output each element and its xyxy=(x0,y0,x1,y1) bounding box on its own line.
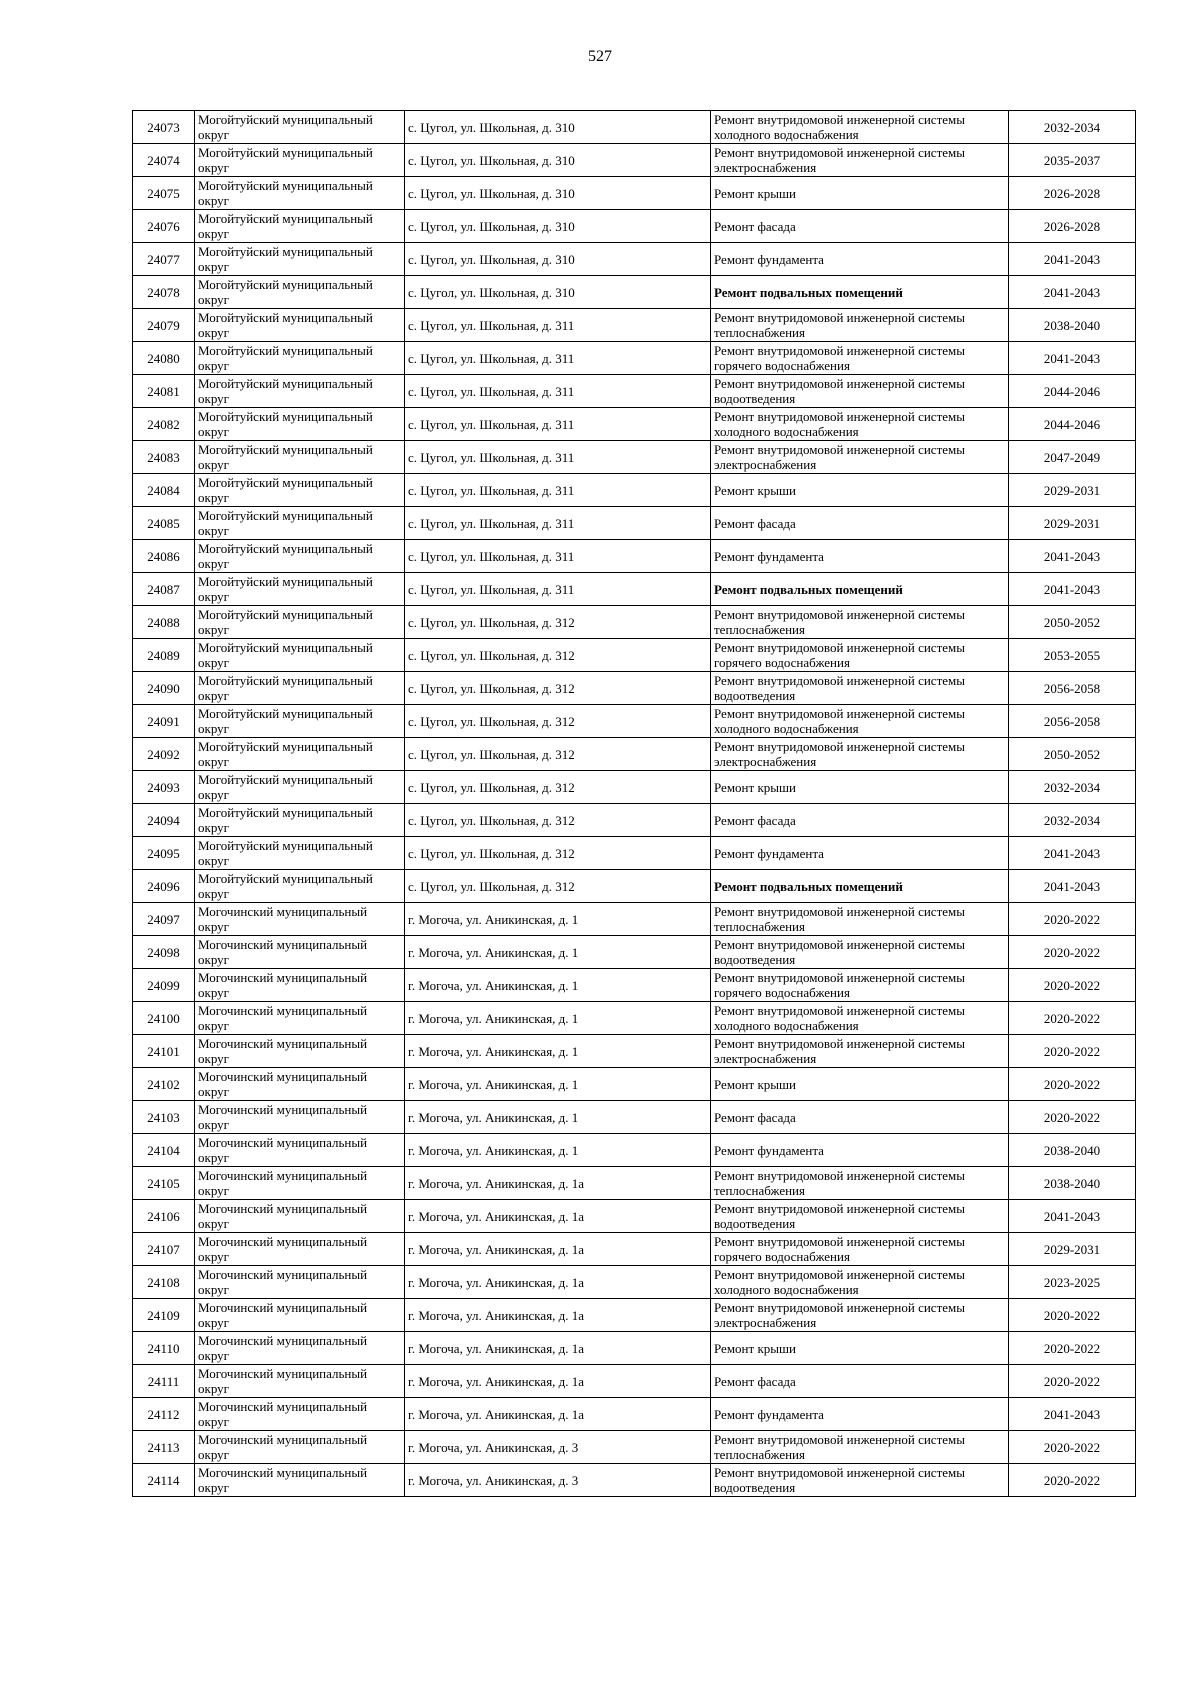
table-row xyxy=(133,903,1136,936)
address-cell: с. Цугол, ул. Школьная, д. 312 xyxy=(405,672,711,705)
period-cell: 2041-2043 xyxy=(1009,1200,1136,1233)
address-cell: с. Цугол, ул. Школьная, д. 310 xyxy=(405,111,711,144)
table-row xyxy=(133,408,1136,441)
address-cell: с. Цугол, ул. Школьная, д. 312 xyxy=(405,705,711,738)
work-type-cell: Ремонт фундамента xyxy=(711,837,1009,870)
district-cell: Могойтуйский муниципальный округ xyxy=(195,342,405,375)
period-cell: 2020-2022 xyxy=(1009,1002,1136,1035)
work-type-cell: Ремонт внутридомовой инженерной системы холодного водоснабжения xyxy=(711,408,1009,441)
period-cell: 2020-2022 xyxy=(1009,1431,1136,1464)
period-cell: 2056-2058 xyxy=(1009,705,1136,738)
row-number-cell: 24102 xyxy=(133,1068,195,1101)
district-cell: Могойтуйский муниципальный округ xyxy=(195,540,405,573)
period-cell: 2038-2040 xyxy=(1009,1134,1136,1167)
district-cell: Могойтуйский муниципальный округ xyxy=(195,276,405,309)
district-cell: Могойтуйский муниципальный округ xyxy=(195,870,405,903)
address-cell: с. Цугол, ул. Школьная, д. 312 xyxy=(405,639,711,672)
address-cell: с. Цугол, ул. Школьная, д. 311 xyxy=(405,573,711,606)
table-row xyxy=(133,870,1136,903)
address-cell: г. Могоча, ул. Аникинская, д. 1 xyxy=(405,903,711,936)
district-cell: Могойтуйский муниципальный округ xyxy=(195,177,405,210)
table-row xyxy=(133,1398,1136,1431)
period-cell: 2041-2043 xyxy=(1009,276,1136,309)
work-type-cell: Ремонт внутридомовой инженерной системы холодного водоснабжения xyxy=(711,1002,1009,1035)
address-cell: с. Цугол, ул. Школьная, д. 311 xyxy=(405,309,711,342)
address-cell: с. Цугол, ул. Школьная, д. 311 xyxy=(405,375,711,408)
page-number: 527 xyxy=(588,48,612,65)
address-cell: г. Могоча, ул. Аникинская, д. 1а xyxy=(405,1332,711,1365)
period-cell: 2035-2037 xyxy=(1009,144,1136,177)
row-number-cell: 24113 xyxy=(133,1431,195,1464)
district-cell: Могойтуйский муниципальный округ xyxy=(195,111,405,144)
work-type-cell: Ремонт фундамента xyxy=(711,1134,1009,1167)
work-type-cell: Ремонт фасада xyxy=(711,210,1009,243)
row-number-cell: 24095 xyxy=(133,837,195,870)
table-row xyxy=(133,705,1136,738)
work-type-cell: Ремонт фасада xyxy=(711,507,1009,540)
district-cell: Могойтуйский муниципальный округ xyxy=(195,507,405,540)
district-cell: Могойтуйский муниципальный округ xyxy=(195,771,405,804)
table-row xyxy=(133,1299,1136,1332)
address-cell: г. Могоча, ул. Аникинская, д. 1а xyxy=(405,1200,711,1233)
row-number-cell: 24106 xyxy=(133,1200,195,1233)
district-cell: Могочинский муниципальный округ xyxy=(195,1365,405,1398)
work-type-cell: Ремонт подвальных помещений xyxy=(711,276,1009,309)
row-number-cell: 24083 xyxy=(133,441,195,474)
table-row xyxy=(133,639,1136,672)
district-cell: Могойтуйский муниципальный округ xyxy=(195,375,405,408)
row-number-cell: 24089 xyxy=(133,639,195,672)
work-type-cell: Ремонт внутридомовой инженерной системы горячего водоснабжения xyxy=(711,969,1009,1002)
row-number-cell: 24091 xyxy=(133,705,195,738)
period-cell: 2041-2043 xyxy=(1009,540,1136,573)
period-cell: 2050-2052 xyxy=(1009,738,1136,771)
table-row xyxy=(133,1101,1136,1134)
district-cell: Могочинский муниципальный округ xyxy=(195,1101,405,1134)
address-cell: г. Могоча, ул. Аникинская, д. 1а xyxy=(405,1233,711,1266)
period-cell: 2029-2031 xyxy=(1009,1233,1136,1266)
row-number-cell: 24092 xyxy=(133,738,195,771)
period-cell: 2056-2058 xyxy=(1009,672,1136,705)
district-cell: Могойтуйский муниципальный округ xyxy=(195,408,405,441)
row-number-cell: 24109 xyxy=(133,1299,195,1332)
table-row xyxy=(133,177,1136,210)
address-cell: г. Могоча, ул. Аникинская, д. 1а xyxy=(405,1398,711,1431)
address-cell: г. Могоча, ул. Аникинская, д. 1 xyxy=(405,1002,711,1035)
district-cell: Могочинский муниципальный округ xyxy=(195,1200,405,1233)
period-cell: 2053-2055 xyxy=(1009,639,1136,672)
table-row xyxy=(133,969,1136,1002)
address-cell: с. Цугол, ул. Школьная, д. 312 xyxy=(405,606,711,639)
table-row xyxy=(133,804,1136,837)
period-cell: 2020-2022 xyxy=(1009,1365,1136,1398)
row-number-cell: 24082 xyxy=(133,408,195,441)
row-number-cell: 24081 xyxy=(133,375,195,408)
table-row xyxy=(133,1068,1136,1101)
address-cell: г. Могоча, ул. Аникинская, д. 1а xyxy=(405,1365,711,1398)
period-cell: 2041-2043 xyxy=(1009,342,1136,375)
row-number-cell: 24079 xyxy=(133,309,195,342)
district-cell: Могочинский муниципальный округ xyxy=(195,1134,405,1167)
table-row xyxy=(133,1332,1136,1365)
period-cell: 2041-2043 xyxy=(1009,837,1136,870)
district-cell: Могочинский муниципальный округ xyxy=(195,1299,405,1332)
period-cell: 2020-2022 xyxy=(1009,969,1136,1002)
work-type-cell: Ремонт фундамента xyxy=(711,540,1009,573)
work-type-cell: Ремонт подвальных помещений xyxy=(711,573,1009,606)
district-cell: Могойтуйский муниципальный округ xyxy=(195,738,405,771)
district-cell: Могочинский муниципальный округ xyxy=(195,903,405,936)
address-cell: с. Цугол, ул. Школьная, д. 311 xyxy=(405,441,711,474)
work-type-cell: Ремонт фундамента xyxy=(711,243,1009,276)
work-type-cell: Ремонт внутридомовой инженерной системы водоотведения xyxy=(711,375,1009,408)
district-cell: Могойтуйский муниципальный округ xyxy=(195,705,405,738)
period-cell: 2041-2043 xyxy=(1009,243,1136,276)
work-type-cell: Ремонт подвальных помещений xyxy=(711,870,1009,903)
row-number-cell: 24087 xyxy=(133,573,195,606)
address-cell: с. Цугол, ул. Школьная, д. 311 xyxy=(405,540,711,573)
work-type-cell: Ремонт крыши xyxy=(711,771,1009,804)
address-cell: с. Цугол, ул. Школьная, д. 311 xyxy=(405,474,711,507)
period-cell: 2020-2022 xyxy=(1009,1464,1136,1497)
table-body xyxy=(133,111,1136,1497)
district-cell: Могойтуйский муниципальный округ xyxy=(195,606,405,639)
period-cell: 2020-2022 xyxy=(1009,1101,1136,1134)
row-number-cell: 24114 xyxy=(133,1464,195,1497)
address-cell: г. Могоча, ул. Аникинская, д. 3 xyxy=(405,1464,711,1497)
row-number-cell: 24107 xyxy=(133,1233,195,1266)
address-cell: с. Цугол, ул. Школьная, д. 310 xyxy=(405,144,711,177)
address-cell: г. Могоча, ул. Аникинская, д. 1 xyxy=(405,1035,711,1068)
work-type-cell: Ремонт внутридомовой инженерной системы холодного водоснабжения xyxy=(711,111,1009,144)
row-number-cell: 24099 xyxy=(133,969,195,1002)
row-number-cell: 24098 xyxy=(133,936,195,969)
district-cell: Могойтуйский муниципальный округ xyxy=(195,573,405,606)
table-row xyxy=(133,1365,1136,1398)
table-row xyxy=(133,243,1136,276)
address-cell: г. Могоча, ул. Аникинская, д. 1а xyxy=(405,1266,711,1299)
district-cell: Могочинский муниципальный округ xyxy=(195,1233,405,1266)
district-cell: Могочинский муниципальный округ xyxy=(195,1035,405,1068)
table-row xyxy=(133,672,1136,705)
address-cell: с. Цугол, ул. Школьная, д. 311 xyxy=(405,342,711,375)
period-cell: 2041-2043 xyxy=(1009,870,1136,903)
period-cell: 2050-2052 xyxy=(1009,606,1136,639)
address-cell: с. Цугол, ул. Школьная, д. 310 xyxy=(405,210,711,243)
row-number-cell: 24090 xyxy=(133,672,195,705)
period-cell: 2041-2043 xyxy=(1009,573,1136,606)
table-row xyxy=(133,111,1136,144)
period-cell: 2026-2028 xyxy=(1009,210,1136,243)
row-number-cell: 24093 xyxy=(133,771,195,804)
table-row xyxy=(133,1002,1136,1035)
address-cell: г. Могоча, ул. Аникинская, д. 1 xyxy=(405,936,711,969)
work-type-cell: Ремонт фасада xyxy=(711,1365,1009,1398)
repair-schedule-table xyxy=(132,110,1136,1497)
period-cell: 2029-2031 xyxy=(1009,474,1136,507)
district-cell: Могочинский муниципальный округ xyxy=(195,1266,405,1299)
period-cell: 2044-2046 xyxy=(1009,408,1136,441)
period-cell: 2038-2040 xyxy=(1009,1167,1136,1200)
work-type-cell: Ремонт крыши xyxy=(711,474,1009,507)
period-cell: 2020-2022 xyxy=(1009,1332,1136,1365)
table-row xyxy=(133,210,1136,243)
district-cell: Могочинский муниципальный округ xyxy=(195,1002,405,1035)
work-type-cell: Ремонт крыши xyxy=(711,1068,1009,1101)
work-type-cell: Ремонт внутридомовой инженерной системы водоотведения xyxy=(711,1464,1009,1497)
row-number-cell: 24097 xyxy=(133,903,195,936)
district-cell: Могойтуйский муниципальный округ xyxy=(195,210,405,243)
row-number-cell: 24111 xyxy=(133,1365,195,1398)
table-row xyxy=(133,144,1136,177)
work-type-cell: Ремонт фундамента xyxy=(711,1398,1009,1431)
work-type-cell: Ремонт внутридомовой инженерной системы теплоснабжения xyxy=(711,903,1009,936)
period-cell: 2020-2022 xyxy=(1009,903,1136,936)
table-row xyxy=(133,1464,1136,1497)
row-number-cell: 24084 xyxy=(133,474,195,507)
period-cell: 2023-2025 xyxy=(1009,1266,1136,1299)
district-cell: Могойтуйский муниципальный округ xyxy=(195,639,405,672)
district-cell: Могочинский муниципальный округ xyxy=(195,1167,405,1200)
work-type-cell: Ремонт внутридомовой инженерной системы теплоснабжения xyxy=(711,1167,1009,1200)
period-cell: 2026-2028 xyxy=(1009,177,1136,210)
district-cell: Могойтуйский муниципальный округ xyxy=(195,309,405,342)
table-row xyxy=(133,1167,1136,1200)
district-cell: Могойтуйский муниципальный округ xyxy=(195,144,405,177)
row-number-cell: 24112 xyxy=(133,1398,195,1431)
table-row xyxy=(133,837,1136,870)
row-number-cell: 24078 xyxy=(133,276,195,309)
district-cell: Могочинский муниципальный округ xyxy=(195,969,405,1002)
address-cell: г. Могоча, ул. Аникинская, д. 1а xyxy=(405,1299,711,1332)
row-number-cell: 24086 xyxy=(133,540,195,573)
work-type-cell: Ремонт внутридомовой инженерной системы водоотведения xyxy=(711,936,1009,969)
address-cell: г. Могоча, ул. Аникинская, д. 1а xyxy=(405,1167,711,1200)
work-type-cell: Ремонт внутридомовой инженерной системы электроснабжения xyxy=(711,441,1009,474)
district-cell: Могочинский муниципальный округ xyxy=(195,1398,405,1431)
district-cell: Могойтуйский муниципальный округ xyxy=(195,474,405,507)
district-cell: Могойтуйский муниципальный округ xyxy=(195,804,405,837)
address-cell: г. Могоча, ул. Аникинская, д. 1 xyxy=(405,1101,711,1134)
period-cell: 2032-2034 xyxy=(1009,111,1136,144)
period-cell: 2032-2034 xyxy=(1009,804,1136,837)
row-number-cell: 24108 xyxy=(133,1266,195,1299)
period-cell: 2020-2022 xyxy=(1009,1035,1136,1068)
work-type-cell: Ремонт внутридомовой инженерной системы теплоснабжения xyxy=(711,606,1009,639)
row-number-cell: 24074 xyxy=(133,144,195,177)
address-cell: г. Могоча, ул. Аникинская, д. 1 xyxy=(405,969,711,1002)
row-number-cell: 24076 xyxy=(133,210,195,243)
work-type-cell: Ремонт крыши xyxy=(711,177,1009,210)
district-cell: Могойтуйский муниципальный округ xyxy=(195,243,405,276)
address-cell: г. Могоча, ул. Аникинская, д. 1 xyxy=(405,1068,711,1101)
district-cell: Могойтуйский муниципальный округ xyxy=(195,441,405,474)
district-cell: Могочинский муниципальный округ xyxy=(195,1068,405,1101)
district-cell: Могочинский муниципальный округ xyxy=(195,936,405,969)
address-cell: с. Цугол, ул. Школьная, д. 312 xyxy=(405,771,711,804)
period-cell: 2029-2031 xyxy=(1009,507,1136,540)
work-type-cell: Ремонт внутридомовой инженерной системы теплоснабжения xyxy=(711,309,1009,342)
period-cell: 2020-2022 xyxy=(1009,1299,1136,1332)
district-cell: Могойтуйский муниципальный округ xyxy=(195,837,405,870)
address-cell: с. Цугол, ул. Школьная, д. 310 xyxy=(405,276,711,309)
table-row xyxy=(133,309,1136,342)
address-cell: г. Могоча, ул. Аникинская, д. 3 xyxy=(405,1431,711,1464)
district-cell: Могочинский муниципальный округ xyxy=(195,1332,405,1365)
district-cell: Могочинский муниципальный округ xyxy=(195,1464,405,1497)
table-row xyxy=(133,342,1136,375)
row-number-cell: 24073 xyxy=(133,111,195,144)
period-cell: 2038-2040 xyxy=(1009,309,1136,342)
table-row xyxy=(133,573,1136,606)
work-type-cell: Ремонт внутридомовой инженерной системы водоотведения xyxy=(711,1200,1009,1233)
work-type-cell: Ремонт внутридомовой инженерной системы электроснабжения xyxy=(711,738,1009,771)
row-number-cell: 24101 xyxy=(133,1035,195,1068)
district-cell: Могочинский муниципальный округ xyxy=(195,1431,405,1464)
table-row xyxy=(133,606,1136,639)
row-number-cell: 24100 xyxy=(133,1002,195,1035)
address-cell: с. Цугол, ул. Школьная, д. 312 xyxy=(405,738,711,771)
table-row xyxy=(133,1233,1136,1266)
table-row xyxy=(133,1431,1136,1464)
work-type-cell: Ремонт внутридомовой инженерной системы водоотведения xyxy=(711,672,1009,705)
row-number-cell: 24094 xyxy=(133,804,195,837)
row-number-cell: 24088 xyxy=(133,606,195,639)
period-cell: 2032-2034 xyxy=(1009,771,1136,804)
address-cell: с. Цугол, ул. Школьная, д. 312 xyxy=(405,837,711,870)
table-row xyxy=(133,1134,1136,1167)
work-type-cell: Ремонт внутридомовой инженерной системы теплоснабжения xyxy=(711,1431,1009,1464)
address-cell: с. Цугол, ул. Школьная, д. 311 xyxy=(405,408,711,441)
table-row xyxy=(133,507,1136,540)
address-cell: с. Цугол, ул. Школьная, д. 310 xyxy=(405,177,711,210)
work-type-cell: Ремонт внутридомовой инженерной системы холодного водоснабжения xyxy=(711,1266,1009,1299)
row-number-cell: 24103 xyxy=(133,1101,195,1134)
table-row xyxy=(133,474,1136,507)
table-row xyxy=(133,1266,1136,1299)
period-cell: 2041-2043 xyxy=(1009,1398,1136,1431)
period-cell: 2020-2022 xyxy=(1009,936,1136,969)
table-row xyxy=(133,1035,1136,1068)
row-number-cell: 24110 xyxy=(133,1332,195,1365)
table-row xyxy=(133,738,1136,771)
table-row xyxy=(133,936,1136,969)
district-cell: Могойтуйский муниципальный округ xyxy=(195,672,405,705)
address-cell: с. Цугол, ул. Школьная, д. 310 xyxy=(405,243,711,276)
row-number-cell: 24080 xyxy=(133,342,195,375)
address-cell: с. Цугол, ул. Школьная, д. 312 xyxy=(405,804,711,837)
work-type-cell: Ремонт внутридомовой инженерной системы горячего водоснабжения xyxy=(711,342,1009,375)
work-type-cell: Ремонт фасада xyxy=(711,804,1009,837)
work-type-cell: Ремонт внутридомовой инженерной системы горячего водоснабжения xyxy=(711,639,1009,672)
table-row xyxy=(133,375,1136,408)
address-cell: с. Цугол, ул. Школьная, д. 312 xyxy=(405,870,711,903)
address-cell: г. Могоча, ул. Аникинская, д. 1 xyxy=(405,1134,711,1167)
work-type-cell: Ремонт внутридомовой инженерной системы электроснабжения xyxy=(711,1035,1009,1068)
work-type-cell: Ремонт крыши xyxy=(711,1332,1009,1365)
work-type-cell: Ремонт внутридомовой инженерной системы горячего водоснабжения xyxy=(711,1233,1009,1266)
table-row xyxy=(133,276,1136,309)
work-type-cell: Ремонт внутридомовой инженерной системы электроснабжения xyxy=(711,144,1009,177)
table-row xyxy=(133,1200,1136,1233)
work-type-cell: Ремонт фасада xyxy=(711,1101,1009,1134)
row-number-cell: 24096 xyxy=(133,870,195,903)
row-number-cell: 24105 xyxy=(133,1167,195,1200)
work-type-cell: Ремонт внутридомовой инженерной системы холодного водоснабжения xyxy=(711,705,1009,738)
row-number-cell: 24085 xyxy=(133,507,195,540)
table-row xyxy=(133,771,1136,804)
period-cell: 2020-2022 xyxy=(1009,1068,1136,1101)
table-row xyxy=(133,441,1136,474)
row-number-cell: 24077 xyxy=(133,243,195,276)
row-number-cell: 24104 xyxy=(133,1134,195,1167)
period-cell: 2044-2046 xyxy=(1009,375,1136,408)
address-cell: с. Цугол, ул. Школьная, д. 311 xyxy=(405,507,711,540)
row-number-cell: 24075 xyxy=(133,177,195,210)
work-type-cell: Ремонт внутридомовой инженерной системы электроснабжения xyxy=(711,1299,1009,1332)
table-row xyxy=(133,540,1136,573)
period-cell: 2047-2049 xyxy=(1009,441,1136,474)
